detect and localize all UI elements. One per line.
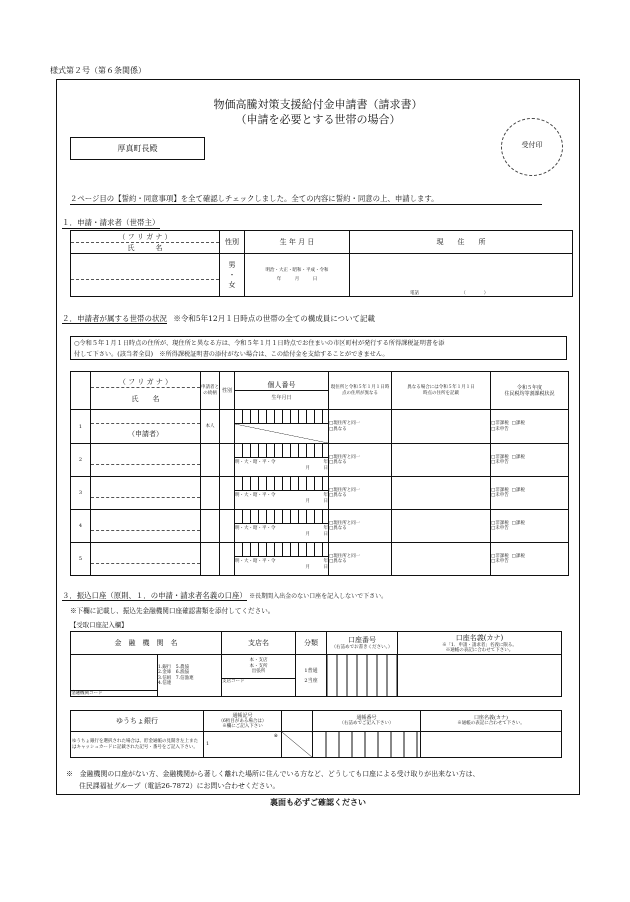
gender-field[interactable] [220, 510, 235, 543]
notice-box: ○令和５年１月１日時点の住所が、現住所と異なる方は、令和５年１月１日時点でお住まいの市区町村が発行する所得課税証明書を添 付して下さい。(該当者全員) ※所得課税証明書の添付がない場合は、この給付金を支給することができません。 [70, 336, 567, 360]
tax-status-options[interactable]: □非課税 □課税 □未申告 [491, 444, 569, 477]
yucho-note: ゆうちょ銀行を選択された場合は、貯金通帳の見開き左上またはキャッシュカードに記載された記号・番号をご記入下さい。 [71, 732, 204, 758]
form-number: 様式第２号（第６条関係） [50, 66, 146, 75]
footer-note-1: ※ 金融機関の口座がない方、金融機関から著しく離れた場所に住んでいる方など、どうしても口座による受け取りが出来ない方は、 [66, 770, 480, 778]
prior-address-field[interactable] [392, 477, 491, 510]
relation-field[interactable] [201, 510, 220, 543]
mynumber-dob-field[interactable]: 明・大・昭・平・令 年 月 日 [235, 444, 329, 477]
member-name-field[interactable] [91, 510, 201, 543]
prior-address-field[interactable] [392, 410, 491, 444]
same-address-options[interactable]: □現住所と同一 □異なる [329, 543, 392, 576]
member-name-field[interactable]: （申請者） [91, 410, 201, 444]
yucho-holder-header: 口座名義(カナ) ※通帳の表記に合わせて下さい。 [421, 711, 562, 732]
h-furigana-name: （ フ リ ガ ナ ） 氏 名 [91, 372, 201, 410]
confirm-statement: ２ページ目の【誓約・同意事項】を全て確認しチェックしました。全ての内容に誓約・同意の上、申請します。 [70, 193, 542, 205]
mynumber-dob-field[interactable] [235, 410, 329, 444]
account-holder-field[interactable] [398, 655, 562, 697]
prior-address-field[interactable] [392, 444, 491, 477]
gender-field[interactable] [220, 477, 235, 510]
household-table [70, 371, 569, 576]
same-address-options[interactable]: □現住所と同一 □異なる [329, 444, 392, 477]
relation-field[interactable] [201, 543, 220, 576]
same-address-options[interactable]: □現住所と同一 □異なる [329, 410, 392, 444]
gender-field[interactable] [220, 444, 235, 477]
page-subtitle: （申請を必要とする世帯の場合） [235, 113, 401, 126]
household-row [71, 410, 569, 444]
dob-field[interactable]: 明治・大正・昭和・平成・令和 年 月 日 [245, 254, 350, 297]
tax-status-options[interactable]: □非課税 □課税 □未申告 [491, 510, 569, 543]
section3-heading: ３．振込口座（原則、１．の申請・請求者名義の口座） ※長期間入出金のない口座を記入しないで下さい。 [62, 591, 388, 600]
section2-heading: ２．申請者が属する世帯の状況 ※令和5年12月１日時点の世帯の全ての構成員について記載 [62, 314, 376, 323]
relation-field[interactable] [201, 477, 220, 510]
bank-name-field[interactable]: 金融機関コード [71, 655, 158, 697]
passbook-diag [282, 732, 313, 758]
account-no-header: 口座番号 （右詰めでお書きください。） [327, 632, 398, 655]
footer-note-2: 住民課福祉グループ（電話26-7872）にお問い合わせください。 [79, 782, 280, 790]
tax-status-options[interactable]: □非課税 □課税 □未申告 [491, 410, 569, 444]
yucho-holder-field[interactable] [421, 732, 562, 758]
attach-note: ※下欄に記載し、振込先金融機関口座確認書類を添付してください。 [70, 607, 275, 615]
relation-field[interactable] [201, 444, 220, 477]
account-number-field[interactable] [327, 655, 398, 697]
gender-header: 性別 [220, 231, 245, 254]
back-side-note: 裏面も必ずご確認ください [270, 798, 366, 807]
household-row [71, 444, 569, 477]
stamp-label: 受付印 [521, 141, 543, 149]
row-number: 1 [71, 410, 91, 444]
page-title: 物価高騰対策支援給付金申請書（請求書） [213, 98, 423, 111]
mynumber-dob-field[interactable]: 明・大・昭・平・令 年 月 日 [235, 543, 329, 576]
row-number: 2 [71, 444, 91, 477]
mynumber-dob-field[interactable]: 明・大・昭・平・令 年 月 日 [235, 477, 329, 510]
bank-name-header: 金 融 機 関 名 [71, 632, 222, 655]
passbook-mark-header: 通帳記号 （6桁目がある場合は） ※欄にご記入下さい [204, 711, 282, 732]
household-row [71, 477, 569, 510]
bank-type-option[interactable]: 3.信組 7.信漁連 [158, 675, 194, 681]
bank-type-option[interactable]: 1.銀行 5.農協 [158, 664, 190, 670]
member-name-field[interactable] [91, 543, 201, 576]
h-diff-address: 異なる場合には令和５年１月１日 時点の住所を記載 [392, 372, 491, 410]
tax-status-options[interactable]: □非課税 □課税 □未申告 [491, 477, 569, 510]
prior-address-field[interactable] [392, 510, 491, 543]
addressee-box: 厚真町長殿 [70, 137, 205, 160]
dob-header: 生 年 月 日 [245, 231, 350, 254]
passbook-number-field[interactable] [313, 732, 421, 758]
mynumber-dob-field[interactable]: 明・大・昭・平・令 年 月 日 [235, 510, 329, 543]
h-same-address: 現住所と令和５年１月１日時点の住所が異なる [329, 372, 392, 410]
bank-type-option[interactable]: 4.信連 [158, 681, 172, 686]
h-mynumber: 個人番号 生年月日 [235, 372, 329, 410]
member-name-field[interactable] [91, 444, 201, 477]
row-number: 4 [71, 510, 91, 543]
branch-type-option[interactable]: 本・支所 [249, 663, 268, 669]
address-header: 現 住 所 [350, 231, 573, 254]
yucho-header: ゆうちょ銀行 [71, 711, 204, 732]
row-number: 3 [71, 477, 91, 510]
account-type-field[interactable]: 1普通 2当座 [296, 655, 327, 697]
gender-field[interactable]: 男 ・ 女 [220, 254, 245, 297]
receive-label: 【受取口座記入欄】 [70, 621, 128, 629]
holder-header: 口座名義(カナ) ※「1．申請・請求者」名義に限る。 ※通帳の表記に合わせて下さい。 [398, 632, 562, 655]
same-address-options[interactable]: □現住所と同一 □異なる [329, 477, 392, 510]
branch-type-option[interactable]: 本・支店 [249, 658, 268, 663]
prior-address-field[interactable] [392, 543, 491, 576]
applicant-table [70, 230, 573, 297]
address-field[interactable]: 電話 （ ） [350, 254, 573, 297]
reception-stamp [501, 118, 563, 176]
bank-type-options[interactable] [158, 655, 222, 697]
furigana-header: （ フ リ ガ ナ ） 氏 名 [71, 231, 220, 254]
gender-field[interactable] [220, 410, 235, 444]
member-name-field[interactable] [91, 477, 201, 510]
h-relation: 申請者との続柄 [201, 372, 220, 410]
tax-status-options[interactable]: □非課税 □課税 □未申告 [491, 543, 569, 576]
category-header: 分類 [296, 632, 327, 655]
passbook-mark-field[interactable]: 1 ※ [204, 732, 282, 758]
h-tax-status: 令和５年度 住民税均等割課税状況 [491, 372, 569, 410]
branch-header: 支店名 [222, 632, 296, 655]
h-gender: 性別 [220, 372, 235, 410]
same-address-options[interactable]: □現住所と同一 □異なる [329, 510, 392, 543]
gender-field[interactable] [220, 543, 235, 576]
branch-field[interactable]: 本・支店 本・支所 出張所 支店コード [222, 655, 296, 697]
yucho-table [70, 710, 562, 758]
passbook-no-header: 通帳番号 （右詰めでご記入下さい） [313, 711, 421, 732]
applicant-name-field[interactable] [71, 254, 220, 297]
branch-type-option[interactable]: 出張所 [251, 669, 266, 674]
bank-type-option[interactable]: 2.金庫 6.漁協 [158, 670, 190, 675]
household-row [71, 510, 569, 543]
bank-table [70, 631, 562, 697]
section1-heading: １．申請・請求者（世帯主） [62, 218, 160, 227]
relation-field[interactable]: 本人 [201, 410, 220, 444]
row-number: 5 [71, 543, 91, 576]
household-row [71, 543, 569, 576]
